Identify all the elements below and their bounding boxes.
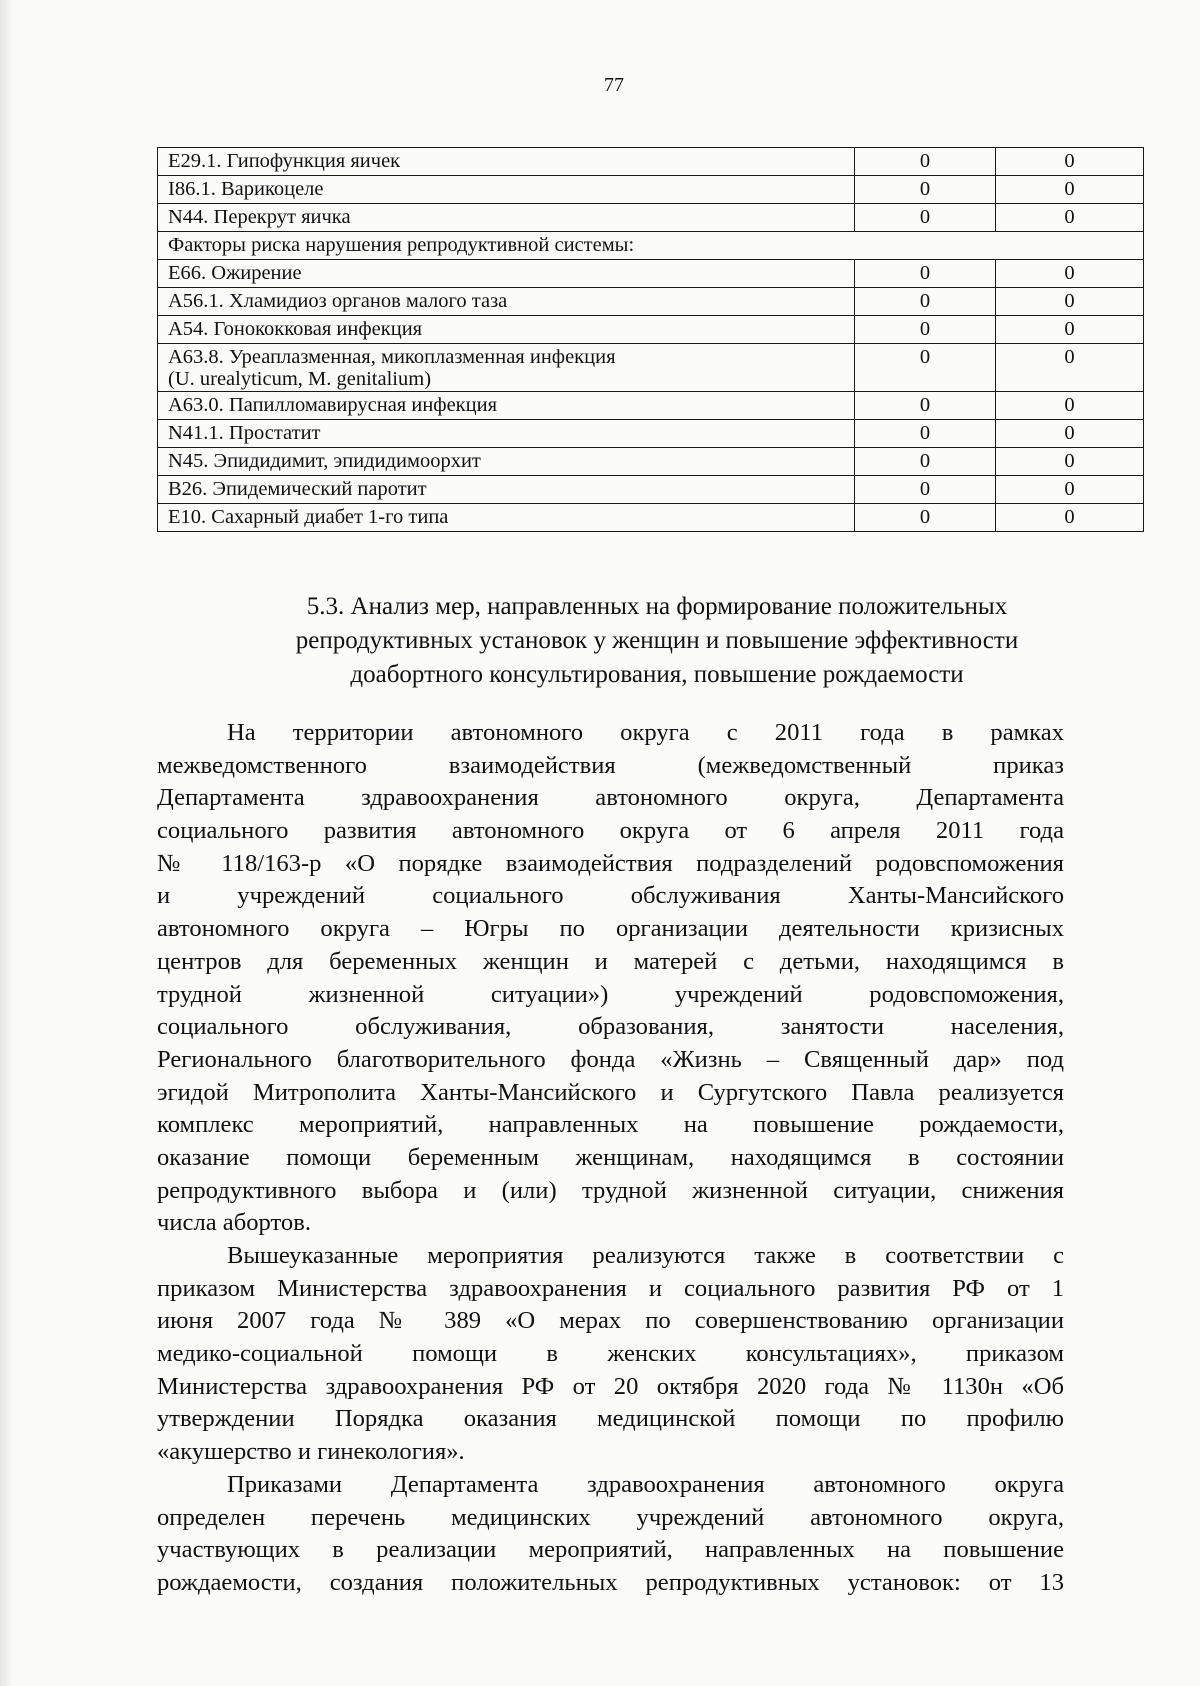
table-cell-value: 0 — [996, 316, 1144, 344]
paragraph-line: № 118/163-р «О порядке взаимодействия подразделений родовспоможения — [157, 849, 1064, 877]
paragraph-line: центров для беременных женщин и матерей с детьми, находящимся в — [157, 947, 1064, 975]
paragraph-line: июня 2007 года № 389 «О мерах по совершенствованию организации — [157, 1307, 1064, 1335]
cell-text: N41.1. Простатит — [168, 422, 321, 444]
table-cell-label — [158, 176, 855, 204]
data-table-container — [157, 147, 1143, 532]
table-cell-value: 0 — [855, 420, 996, 448]
table-cell-label — [158, 148, 855, 176]
table-cell-value: 0 — [855, 260, 996, 288]
table-row — [158, 504, 1144, 532]
cell-text: N44. Перекрут яичка — [168, 206, 351, 228]
table-row — [158, 476, 1144, 504]
table-cell-value: 0 — [996, 392, 1144, 420]
cell-text: Факторы риска нарушения репродуктивной системы: — [168, 234, 635, 256]
cell-text: B26. Эпидемический паротит — [168, 478, 427, 500]
cell-text: E66. Ожирение — [168, 262, 302, 284]
page-number: 77 — [604, 74, 624, 96]
table-cell-value: 0 — [855, 476, 996, 504]
paragraph-line: числа абортов. — [157, 1209, 311, 1237]
table-cell-value: 0 — [996, 148, 1144, 176]
cell-text: A56.1. Хламидиоз органов малого таза — [168, 290, 508, 312]
paragraph-line: трудной жизненной ситуации») учреждений родовспоможения, — [157, 980, 1064, 1008]
paragraph-line: Министерства здравоохранения РФ от 20 октября 2020 года № 1130н «Об — [157, 1372, 1064, 1400]
table-cell-value: 0 — [996, 420, 1144, 448]
paragraph-line: рождаемости, создания положительных репродуктивных установок: от 13 — [157, 1568, 1064, 1596]
paragraph-line: медико-социальной помощи в женских консультациях», приказом — [157, 1340, 1064, 1368]
cell-text: E29.1. Гипофункция яичек — [168, 150, 401, 172]
table-cell-value: 0 — [996, 176, 1144, 204]
cell-text: A63.8. Уреаплазменная, микоплазменная инфекция — [168, 346, 616, 368]
table-cell-label — [158, 288, 855, 316]
table-cell-value: 0 — [855, 316, 996, 344]
paragraph-line: автономного округа – Югры по организации деятельности кризисных — [157, 915, 1064, 943]
cell-text: N45. Эпидидимит, эпидидимоорхит — [168, 450, 481, 472]
paragraph-line: социального обслуживания, образования, занятости населения, — [157, 1013, 1064, 1041]
table-cell-value: 0 — [996, 476, 1144, 504]
table-row — [158, 204, 1144, 232]
table-cell-label — [158, 448, 855, 476]
table-row — [158, 260, 1144, 288]
cell-text: I86.1. Варикоцеле — [168, 178, 324, 200]
paragraph-line: Департамента здравоохранения автономного округа, Департамента — [157, 784, 1064, 812]
paragraph-line: Регионального благотворительного фонда «Жизнь – Священный дар» под — [157, 1045, 1064, 1073]
table-row — [158, 392, 1144, 420]
paragraph-line: На территории автономного округа с 2011 года в рамках — [227, 719, 1064, 746]
table-cell-label — [158, 392, 855, 420]
paragraph-line: социального развития автономного округа от 6 апреля 2011 года — [157, 817, 1064, 845]
table-cell-label — [158, 316, 855, 344]
cell-text: A63.0. Папилломавирусная инфекция — [168, 394, 498, 416]
table-cell-value: 0 — [855, 176, 996, 204]
cell-text: E10. Сахарный диабет 1-го типа — [168, 506, 449, 528]
table-cell-label — [158, 504, 855, 532]
table-row — [158, 176, 1144, 204]
table-row — [158, 448, 1144, 476]
table-cell-value: 0 — [855, 204, 996, 232]
table-cell-label — [158, 420, 855, 448]
paragraph-line: участвующих в реализации мероприятий, направленных на повышение — [157, 1536, 1064, 1564]
section-heading — [157, 590, 1157, 692]
paragraph-line: оказание помощи беременным женщинам, находящимся в состоянии — [157, 1143, 1064, 1171]
table-row — [158, 288, 1144, 316]
table-section-row — [158, 232, 1144, 260]
table-row — [158, 420, 1144, 448]
paragraph — [157, 1469, 1064, 1600]
table-cell-value: 0 — [996, 504, 1144, 532]
table-cell-label — [158, 204, 855, 232]
paragraph-line: репродуктивного выбора и (или) трудной жизненной ситуации, снижения — [157, 1176, 1064, 1204]
table-cell-label — [158, 344, 855, 392]
table-cell-value: 0 — [855, 344, 996, 392]
table-cell-value: 0 — [855, 288, 996, 316]
paragraph-line: утверждении Порядка оказания медицинской помощи по профилю — [157, 1405, 1064, 1433]
paragraph-line: «акушерство и гинекология». — [157, 1438, 465, 1466]
table-row — [158, 344, 1144, 392]
table-cell-value: 0 — [996, 344, 1144, 392]
paragraph — [157, 717, 1064, 1240]
section-heading-line: 5.3. Анализ мер, направленных на формирование положительных — [306, 593, 1008, 620]
table-cell-value: 0 — [855, 148, 996, 176]
table-cell-label — [158, 476, 855, 504]
cell-text-continued: (U. urealyticum, M. genitalium) — [168, 368, 432, 390]
table-cell-value: 0 — [855, 392, 996, 420]
table-row — [158, 148, 1144, 176]
paragraph-line: комплекс мероприятий, направленных на повышение рождаемости, — [157, 1111, 1064, 1139]
table-row — [158, 316, 1144, 344]
paragraph — [157, 1240, 1064, 1469]
table-cell-value: 0 — [996, 260, 1144, 288]
paragraph-line: Приказами Департамента здравоохранения автономного округа — [227, 1470, 1064, 1498]
paragraph-line: и учреждений социального обслуживания Ханты-Мансийского — [157, 882, 1064, 910]
section-heading-line: репродуктивных установок у женщин и повышение эффективности — [295, 627, 1019, 654]
paragraph-line: эгидой Митрополита Ханты-Мансийского и Сургутского Павла реализуется — [157, 1078, 1064, 1106]
table-cell-value: 0 — [996, 448, 1144, 476]
table-cell-value: 0 — [996, 204, 1144, 232]
body-text — [157, 717, 1064, 1600]
table-cell-value: 0 — [855, 448, 996, 476]
table-cell-label — [158, 260, 855, 288]
section-heading-line: доабортного консультирования, повышение рождаемости — [350, 661, 964, 688]
table-cell-value: 0 — [855, 504, 996, 532]
cell-text: A54. Гонококковая инфекция — [168, 318, 423, 340]
paragraph-line: межведомственного взаимодействия (межведомственный приказ — [157, 751, 1064, 779]
data-table — [157, 147, 1144, 532]
paragraph-line: Вышеуказанные мероприятия реализуются также в соответствии с — [227, 1242, 1064, 1269]
scan-edge — [0, 0, 14, 1686]
paragraph-line: приказом Министерства здравоохранения и социального развития РФ от 1 — [157, 1274, 1064, 1302]
table-cell-value: 0 — [996, 288, 1144, 316]
table-section-label — [158, 232, 1144, 260]
paragraph-line: определен перечень медицинских учреждений автономного округа, — [157, 1503, 1064, 1531]
